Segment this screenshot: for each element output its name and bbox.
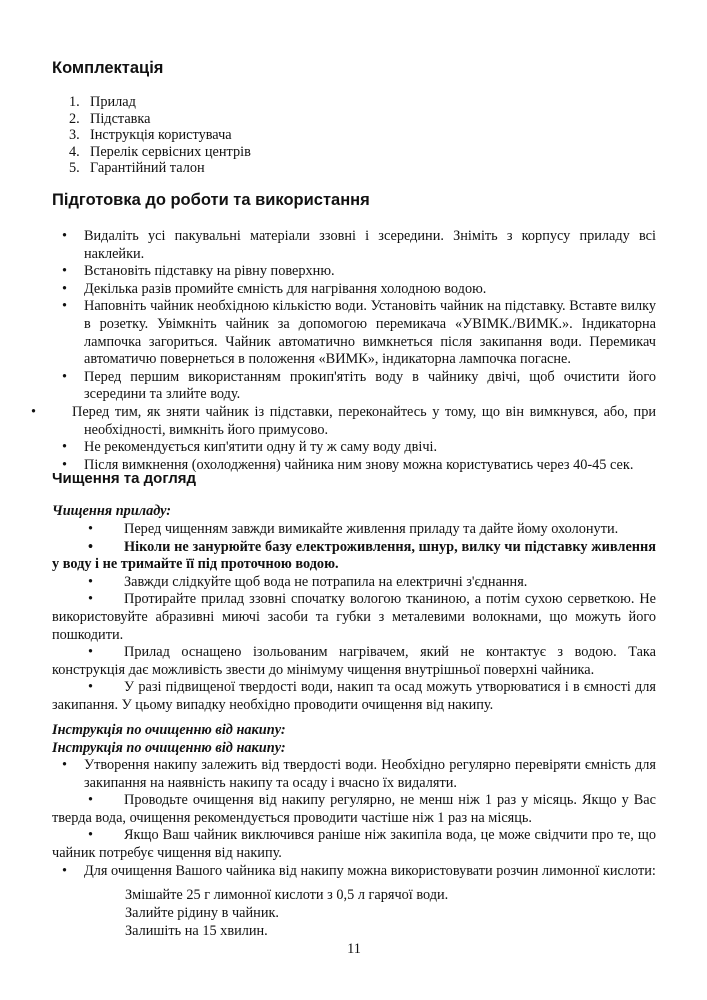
item-text: Проводьте очищення від накипу регулярно, не менш ніж 1 раз у місяць. Якщо у Вас тверда вода, очищення рекомендується проводити частіше ніж 1 раз на місяць. [52, 792, 656, 826]
descaling-list [52, 757, 656, 880]
item-text: Перед чищенням завжди вимикайте живлення приладу та дайте йому охолонути. [124, 521, 619, 537]
subheading-descaling-repeat: Інструкція по очищенню від накипу: [52, 740, 286, 756]
list-item: • Перед чищенням завжди вимикайте живлення приладу та дайте йому охолонути. [88, 521, 619, 537]
item-text: Перед тим, як зняти чайник із підставки, переконайтесь у тому, що він вимкнувся, або, при необхідності, вимкніть його примусово. [72, 403, 656, 438]
step: Залийте рідину в чайник. [125, 905, 279, 921]
list-item: • Декілька разів промийте ємність для нагрівання холодною водою. [62, 280, 487, 297]
descaling-steps [125, 886, 448, 940]
step: Змішайте 25 г лимонної кислоти з 0,5 л гарячої води. [125, 887, 449, 903]
list-item: • Встановіть підставку на рівну поверхню. [62, 263, 335, 280]
list-item: • Після вимкнення (охолодження) чайника ним знову можна користуватись через 40-45 сек. [62, 456, 634, 473]
list-item: • Перед першим використанням прокип'ятіть воду в чайнику двічі, щоб очистити його зсередини та злийте воду. [62, 368, 656, 403]
heading-cleaning: Чищення та догляд [52, 470, 197, 487]
list-item: • Протирайте прилад ззовні спочатку вологою тканиною, а потім сухою серветкою. Не використовуйте абразивні миючі засоби та губки з металевими волокнами, що можуть його пошкодити. [52, 591, 656, 643]
item-text: Декілька разів промийте ємність для нагрівання холодною водою. [84, 280, 487, 297]
item-text: Для очищення Вашого чайника від накипу можна використовувати розчин лимонної кислоти: [84, 862, 656, 879]
list-item: • Не рекомендується кип'ятити одну й ту ж саму воду двічі. [62, 439, 438, 456]
item-text: Видаліть усі пакувальні матеріали ззовні і зсередини. Зніміть з корпусу приладу всі наклейки. [84, 228, 656, 262]
item-text: Перелік сервісних центрів [90, 143, 251, 160]
list-item: • Наповніть чайник необхідною кількістю води. Установіть чайник на підставку. Вставте вилку в розетку. Увімкніть чайник за допомогою перемикача «УВІМК./ВИМК.». Індикаторна лампочка загориться. Чайник автоматично вимкнеться після закипання води. Перемикач автоматичю повернеться в положення «ВИМК», індикаторна лампочка погасне. [62, 298, 656, 368]
list-item: 2. Підставка [69, 110, 151, 127]
list-item: 1. Прилад [69, 94, 136, 110]
item-text: Прилад оснащено ізольованим нагрівачем, який не контактує з водою. Така конструкція дає можливість звести до мінімуму чищення внутрішньої поверхні чайника. [52, 644, 656, 678]
list-item: • Для очищення Вашого чайника від накипу можна використовувати розчин лимонної кислоти: [62, 862, 656, 879]
list-item: • Видаліть усі пакувальні матеріали ззовні і зсередини. Зніміть з корпусу приладу всі наклейки. [62, 228, 656, 262]
preparation-list [31, 228, 656, 474]
item-text: Ніколи не занурюйте базу електроживлення, шнур, вилку чи підставку живлення у воду і не тримайте її під проточною водою. [52, 538, 656, 573]
list-item: • Прилад оснащено ізольованим нагрівачем, який не контактує з водою. Така конструкція дає можливість звести до мінімуму чищення внутрішньої поверхні чайника. [52, 644, 656, 678]
step: Залишіть на 15 хвилин. [125, 923, 268, 939]
list-item: • У разі підвищеної твердості води, накип та осад можуть утворюватися і в ємності для закипання. У цьому випадку необхідно проводити очищення від накипу. [52, 679, 656, 713]
descaling-bullets [52, 757, 656, 792]
item-text: Не рекомендується кип'ятити одну й ту ж саму воду двічі. [84, 439, 438, 456]
descaling-bullets-2 [52, 863, 656, 881]
item-text: Завжди слідкуйте щоб вода не потрапила на електричні з'єднання. [124, 573, 528, 590]
list-item: 3. Інструкція користувача [69, 127, 232, 144]
page-number: 11 [347, 941, 361, 957]
heading-preparation: Підготовка до роботи та використання [52, 191, 370, 209]
heading-contents: Комплектація [52, 59, 164, 77]
item-text: Якщо Ваш чайник виключився раніше ніж закипіла вода, це може свідчити про те, що чайник потребує чищення від накипу. [52, 827, 656, 861]
item-text: Утворення накипу залежить від твердості води. Необхідно регулярно перевіряти ємність для закипання на наявність накипу та осаду і вчасно їх видаляти. [84, 757, 656, 791]
list-item: • Ніколи не занурюйте базу електроживлення, шнур, вилку чи підставку живлення у воду і не тримайте її під проточною водою. [52, 538, 656, 573]
list-item: • Завжди слідкуйте щоб вода не потрапила на електричні з'єднання. [88, 573, 528, 590]
list-item: • Проводьте очищення від накипу регулярно, не менш ніж 1 раз у місяць. Якщо у Вас тверда вода, очищення рекомендується проводити частіше ніж 1 раз на місяць. [52, 792, 656, 826]
item-text: Прилад [90, 94, 136, 110]
list-item: • Утворення накипу залежить від твердості води. Необхідно регулярно перевіряти ємність для закипання на наявність накипу та осаду і вчасно їх видаляти. [62, 757, 656, 791]
list-item: • Якщо Ваш чайник виключився раніше ніж закипіла вода, це може свідчити про те, що чайник потребує чищення від накипу. [52, 827, 656, 861]
item-text: Протирайте прилад ззовні спочатку вологою тканиною, а потім сухою серветкою. Не використовуйте абразивні миючі засоби та губки з металевими волокнами, що можуть його пошкодити. [52, 591, 656, 643]
subheading-descaling: Інструкція по очищенню від накипу: [52, 722, 286, 738]
item-text: Встановіть підставку на рівну поверхню. [84, 263, 335, 280]
item-text: Наповніть чайник необхідною кількістю води. Установіть чайник на підставку. Вставте вилку в розетку. Увімкніть чайник за допомогою перемикача «УВІМК./ВИМК.». Індикаторна лампочка загориться. Чайник автоматично вимкнеться після закипання води. Перемикач автоматичю повернеться в положення «ВИМК», індикаторна лампочка погасне. [84, 298, 656, 368]
item-text: Гарантійний талон [90, 160, 205, 177]
cleaning-list [52, 521, 656, 715]
list-item: • Перед тим, як зняти чайник із підставки, переконайтесь у тому, що він вимкнувся, або, при необхідності, вимкніть його примусово. [31, 403, 656, 438]
contents-list [52, 94, 656, 177]
item-text: У разі підвищеної твердості води, накип та осад можуть утворюватися і в ємності для закипання. У цьому випадку необхідно проводити очищення від накипу. [52, 679, 656, 713]
item-text: Після вимкнення (охолодження) чайника ним знову можна користуватись через 40-45 сек. [84, 456, 634, 473]
item-text: Інструкція користувача [90, 127, 232, 144]
list-item: 4. Перелік сервісних центрів [69, 143, 251, 160]
item-text: Перед першим використанням прокип'ятіть воду в чайнику двічі, щоб очистити його зсередини та злийте воду. [84, 368, 656, 403]
list-item: 5. Гарантійний талон [69, 160, 205, 177]
item-text: Підставка [90, 110, 151, 127]
subheading-device-cleaning: Чищення приладу: [52, 503, 172, 519]
